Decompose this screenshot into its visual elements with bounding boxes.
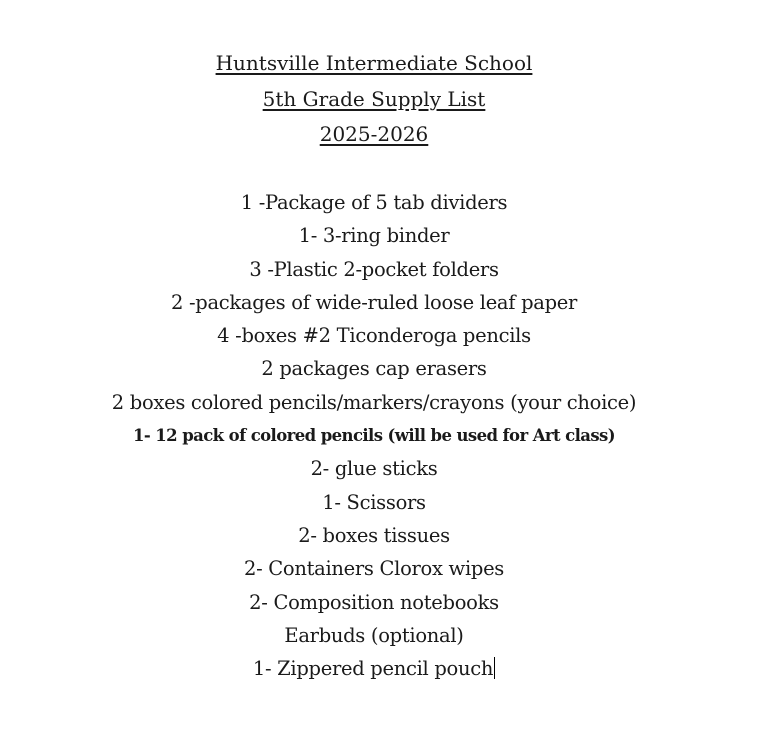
list-item: 1- Scissors: [322, 490, 426, 514]
list-item-text: 1- Zippered pencil pouch: [252, 657, 494, 681]
list-title: 5th Grade Supply List: [262, 86, 486, 111]
list-item: 2 packages cap erasers: [261, 357, 487, 381]
document-header: [0, 46, 748, 153]
list-item-last[interactable]: [0, 652, 748, 685]
list-item: 2- Composition notebooks: [249, 590, 499, 614]
text-cursor: [494, 657, 495, 679]
list-item: 4 -boxes #2 Ticonderoga pencils: [217, 324, 531, 348]
school-year: 2025-2026: [319, 122, 429, 146]
school-name: Huntsville Intermediate School: [215, 51, 533, 75]
supply-list: [0, 186, 748, 685]
list-item: 3 -Plastic 2-pocket folders: [249, 257, 499, 281]
list-item: 2- boxes tissues: [298, 523, 450, 547]
list-item: Earbuds (optional): [284, 623, 464, 647]
list-item: 2 boxes colored pencils/markers/crayons (your choice): [111, 390, 637, 414]
list-item: 2 -packages of wide-ruled loose leaf paper: [170, 290, 578, 314]
list-item: 1 -Package of 5 tab dividers: [240, 191, 508, 214]
list-item: 2- Containers Clorox wipes: [243, 557, 505, 581]
list-item-art-pencils: 1- 12 pack of colored pencils (will be used for Art class): [133, 426, 615, 446]
list-item: 2- glue sticks: [310, 457, 438, 481]
list-item: 1- 3-ring binder: [298, 224, 450, 248]
